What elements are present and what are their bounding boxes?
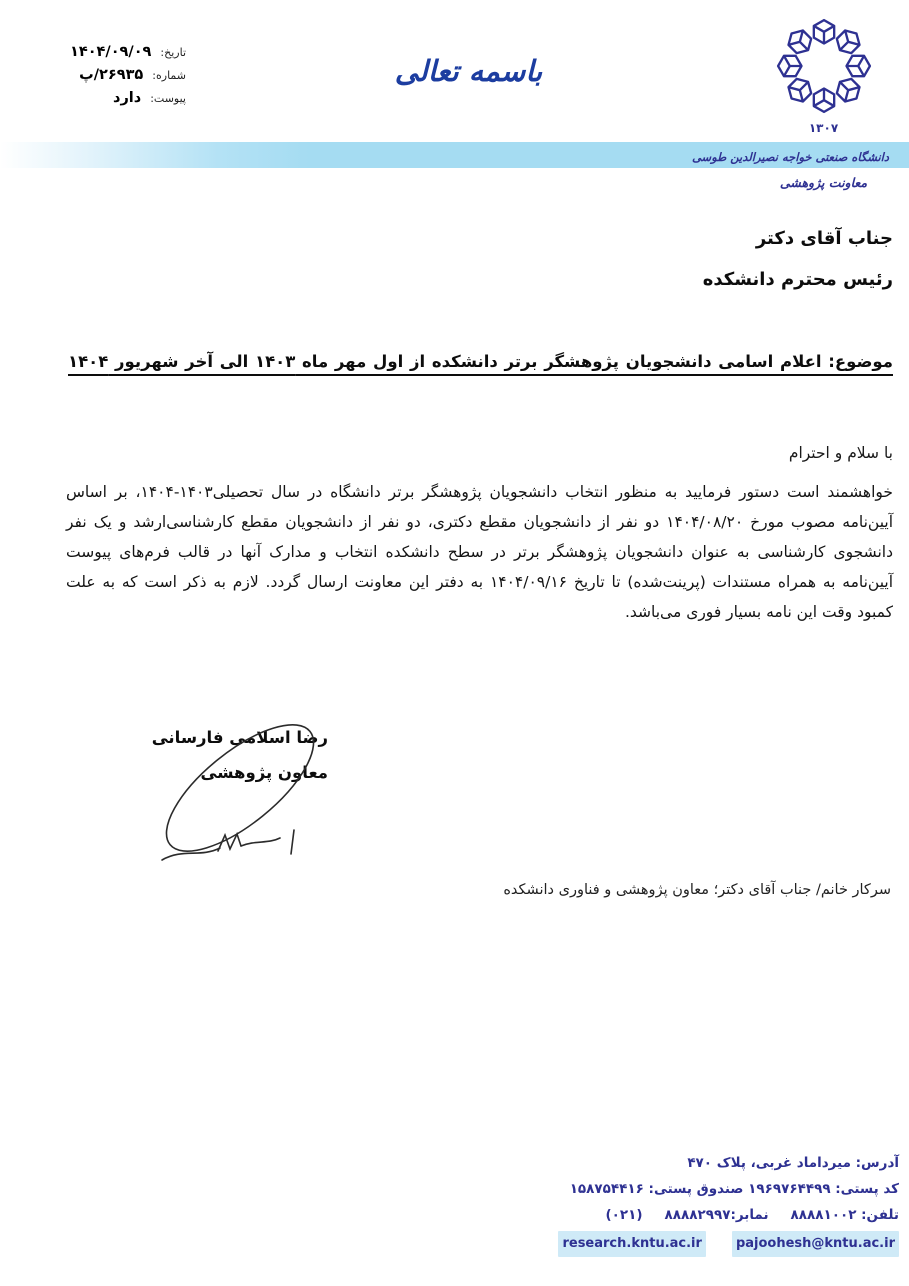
- date-value: ۱۴۰۴/۰۹/۰۹: [70, 44, 152, 60]
- recipient-line2: رئیس محترم دانشکده: [702, 269, 893, 290]
- footer-fax: نمابر:۸۸۸۸۲۹۹۷: [664, 1207, 769, 1223]
- besmele-calligraphy: باسمه تعالی: [394, 54, 543, 88]
- attachment-label: پیوست:: [150, 91, 186, 105]
- recipient-block: [703, 218, 893, 300]
- footer-links-row: [558, 1231, 899, 1257]
- number-value: ۲۶۹۳۵/پ: [79, 67, 144, 83]
- recipient-line1: جناب آقای دکتر: [755, 228, 893, 249]
- research-website-link[interactable]: research.kntu.ac.ir: [558, 1231, 705, 1257]
- department-name: معاونت پژوهشی: [779, 175, 868, 190]
- letter-body: خواهشمند است دستور فرمایید به منظور انتخاب دانشجویان پژوهشگر برتر دانشگاه در سال تحصیلی۱۴۰۳-۱۴۰۴، بر اساس آیین‌نامه مصوب مورخ ۱۴۰۴/۰۸/۲۰ دو نفر از دانشجویان مقطع دکتری، دو نفر از دانشجویان مقطع کارشناسی‌ارشد و یک نفر دانشجوی کارشناسی به عنوان دانشجویان پژوهشگر برتر در سطح دانشکده انتخاب و مدارک آنها در قالب فرم‌های پیوست آیین‌نامه به همراه مستندات (پرینت‌شده) تا تاریخ ۱۴۰۴/۰۹/۱۶ به دفتر این معاونت ارسال گردد. لازم به ذکر است که به علت کمبود وقت این نامه بسیار فوری می‌باشد.: [66, 483, 894, 621]
- university-name: دانشگاه صنعتی خواجه نصیرالدین طوسی: [691, 150, 889, 164]
- footer-contact-block: [558, 1150, 899, 1257]
- footer-postal: کد پستی: ۱۹۶۹۷۶۴۴۹۹ صندوق پستی: ۱۵۸۷۵۴۴۱۶: [569, 1181, 899, 1197]
- attachment-value: دارد: [113, 90, 142, 106]
- subject-line: موضوع: اعلام اسامی دانشجویان پژوهشگر برتر دانشکده از اول مهر ماه ۱۴۰۳ الی آخر شهریور ۱۴۰۴: [68, 352, 893, 371]
- logo-founding-year: ۱۳۰۷: [808, 121, 839, 135]
- footer-area-code: (۰۲۱): [605, 1207, 643, 1223]
- cc-line: سرکار خانم/ جناب آقای دکتر؛ معاون پژوهشی و فناوری دانشکده: [503, 882, 891, 898]
- university-logo-block: [691, 12, 891, 190]
- signature-block: [148, 720, 328, 790]
- number-label: شماره:: [152, 68, 186, 82]
- footer-phone: تلفن: ۸۸۸۸۱۰۰۲: [790, 1207, 899, 1223]
- signer-name: رضا اسلامی فارسانی: [151, 728, 328, 747]
- meta-attachment-row: [26, 90, 186, 106]
- footer-phone-row: [558, 1202, 899, 1228]
- date-label: تاریخ:: [160, 45, 186, 59]
- university-logo-icon: [770, 12, 878, 120]
- salutation: با سلام و احترام: [788, 444, 893, 462]
- footer-address: آدرس: میرداماد غربی، پلاک ۴۷۰: [687, 1155, 899, 1171]
- research-email-link[interactable]: pajoohesh@kntu.ac.ir: [732, 1231, 899, 1257]
- signer-title: معاون پژوهشی: [200, 763, 328, 782]
